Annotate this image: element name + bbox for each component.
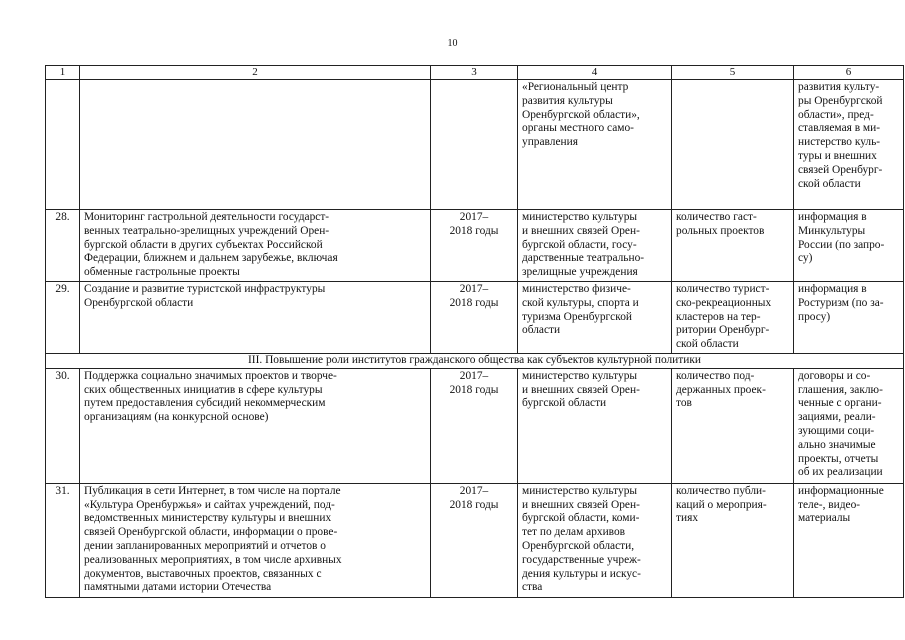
column-header: 6 xyxy=(794,66,904,80)
result-cell: развития культу- ры Оренбургской области», пред- ставляемая в ми- нистерство куль- туры и внешних связей Оренбург- ской области xyxy=(794,80,904,210)
period-cell xyxy=(431,80,518,210)
result-cell: информационные теле-, видео- материалы xyxy=(794,483,904,597)
indicator-cell: количество публи- каций о мероприя- тиях xyxy=(672,483,794,597)
row-number xyxy=(46,80,80,210)
section-header-row xyxy=(46,353,904,368)
table-row xyxy=(46,281,904,353)
table-row-continuation xyxy=(46,80,904,210)
indicator-cell: количество турист- ско-рекреационных кластеров на тер- ритории Оренбург- ской области xyxy=(672,281,794,353)
row-number: 30. xyxy=(46,368,80,483)
column-header: 5 xyxy=(672,66,794,80)
indicator-cell xyxy=(672,80,794,210)
responsible-cell: министерство культуры и внешних связей Орен- бургской области, коми- тет по делам архивов Оренбургской области, государственные учреж- дения культуры и искус- ства xyxy=(518,483,672,597)
page-number: 10 xyxy=(447,38,458,49)
section-title: III. Повышение роли институтов гражданского общества как субъектов культурной политики xyxy=(46,353,904,368)
column-header: 3 xyxy=(431,66,518,80)
activity-cell xyxy=(80,80,431,210)
responsible-cell: министерство культуры и внешних связей Орен- бургской области, госу- дарственные театрально- зрелищные учреждения xyxy=(518,210,672,282)
result-cell: договоры и со- глашения, заклю- ченные с органи- зациями, реали- зующими соци- ально значимые проекты, отчеты об их реализации xyxy=(794,368,904,483)
indicator-cell: количество гаст- рольных проектов xyxy=(672,210,794,282)
result-cell: информация в Ростуризм (по за- просу) xyxy=(794,281,904,353)
activity-cell: Мониторинг гастрольной деятельности государст- венных театрально-зрелищных учреждений Орен- бургской области в других субъектах Российской Федерации, ближнем и дальнем зарубежье, включая обменные гастрольные проекты xyxy=(80,210,431,282)
responsible-cell: министерство культуры и внешних связей Орен- бургской области xyxy=(518,368,672,483)
row-number: 31. xyxy=(46,483,80,597)
column-header: 1 xyxy=(46,66,80,80)
column-number-header xyxy=(46,66,904,80)
column-header: 4 xyxy=(518,66,672,80)
table-row xyxy=(46,368,904,483)
activity-cell: Создание и развитие туристской инфраструктуры Оренбургской области xyxy=(80,281,431,353)
responsible-cell: министерство физиче- ской культуры, спорта и туризма Оренбургской области xyxy=(518,281,672,353)
activity-cell: Поддержка социально значимых проектов и творче- ских общественных инициатив в сфере культуры путем предоставления субсидий некоммерческим организациям (на конкурсной основе) xyxy=(80,368,431,483)
period-cell: 2017– 2018 годы xyxy=(431,210,518,282)
table-row xyxy=(46,210,904,282)
result-cell: информация в Минкультуры России (по запро- су) xyxy=(794,210,904,282)
responsible-cell: «Региональный центр развития культуры Оренбургской области», органы местного само- управления xyxy=(518,80,672,210)
row-number: 29. xyxy=(46,281,80,353)
activity-cell: Публикация в сети Интернет, в том числе на портале «Культура Оренбуржья» и сайтах учреждений, под- ведомственных министерству культуры и внешних связей Оренбургской области, информации о прове- дении запланированных мероприятий и отчетов о реализованных мероприятиях, в том числе архивных документов, выставочных проектов, связанных с памятными датами истории Отечества xyxy=(80,483,431,597)
period-cell: 2017– 2018 годы xyxy=(431,368,518,483)
measures-table xyxy=(45,65,904,598)
indicator-cell: количество под- держанных проек- тов xyxy=(672,368,794,483)
period-cell: 2017– 2018 годы xyxy=(431,483,518,597)
period-cell: 2017– 2018 годы xyxy=(431,281,518,353)
column-header: 2 xyxy=(80,66,431,80)
table-row xyxy=(46,483,904,597)
row-number: 28. xyxy=(46,210,80,282)
